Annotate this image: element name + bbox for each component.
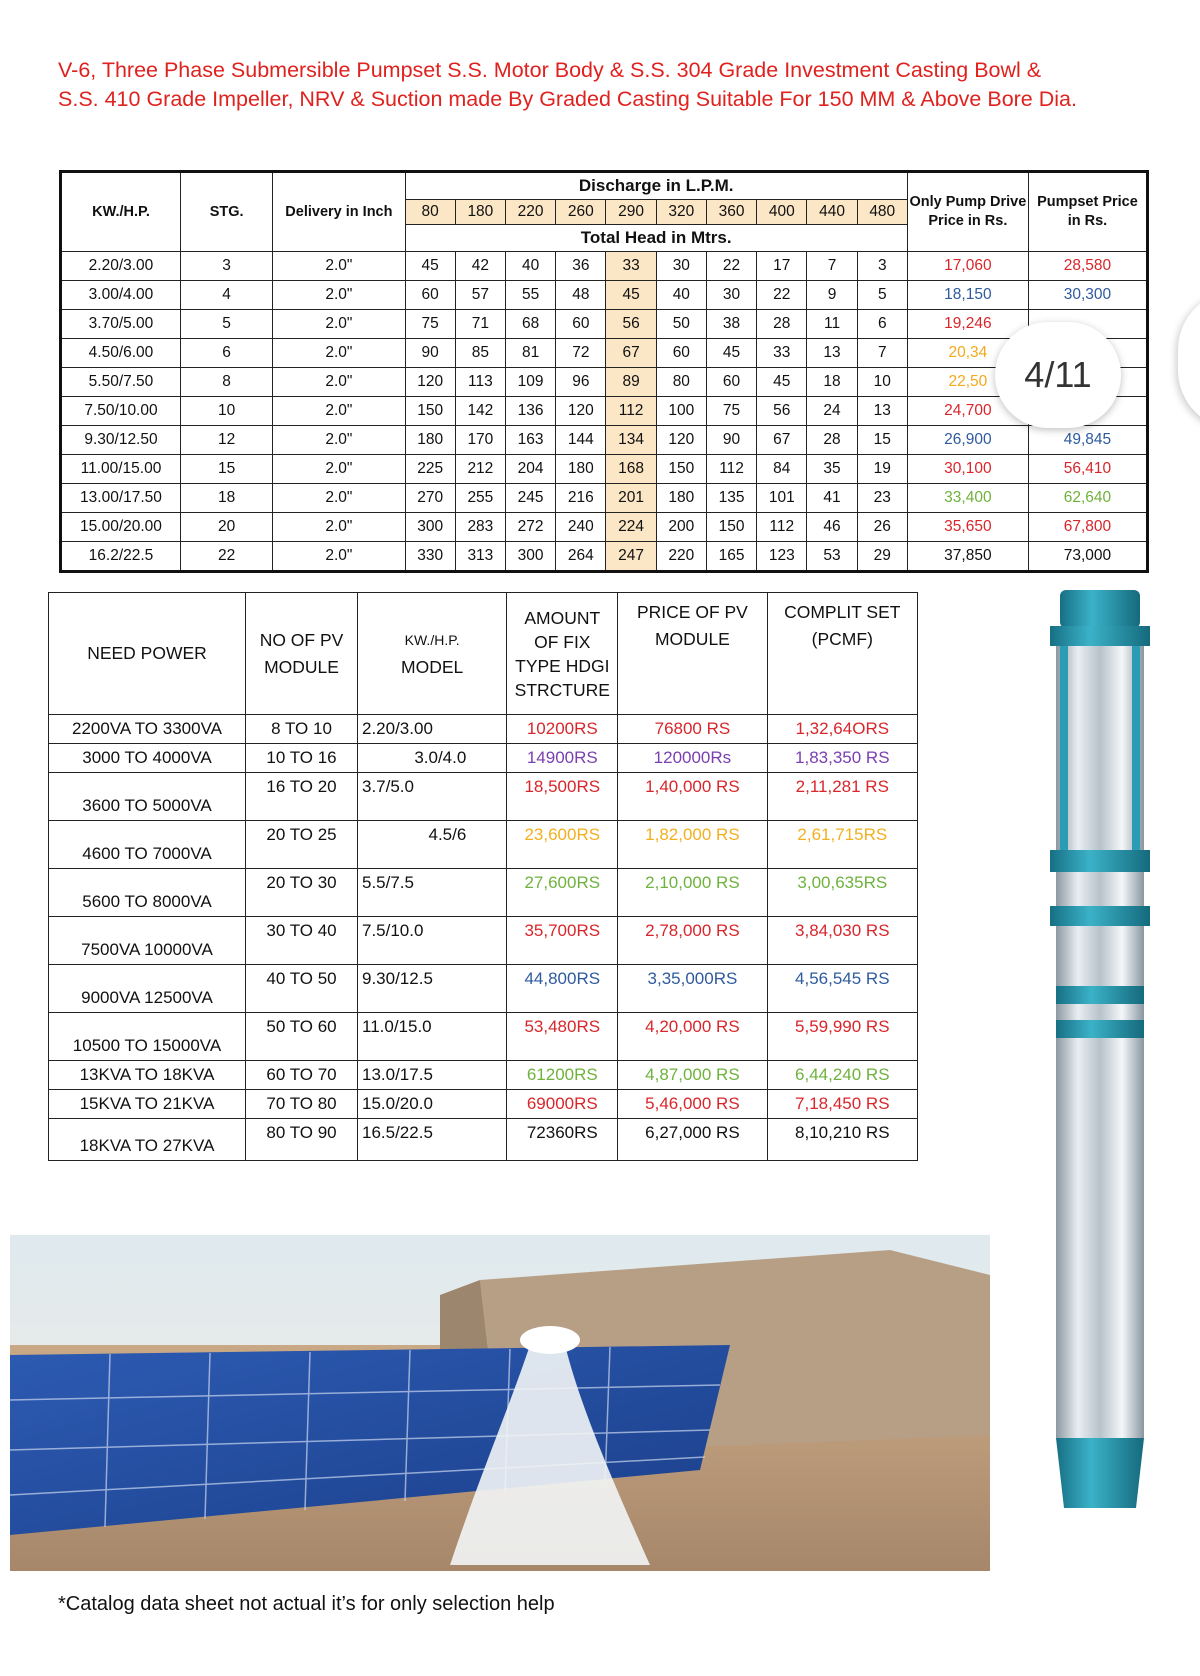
cell-kwhp: 15.00/20.00 [61,513,181,542]
cell-head: 283 [455,513,505,542]
cell-pv-modules: 40 TO 50 [246,965,358,1013]
cell-delivery: 2.0" [273,281,405,310]
cell-need-power: 13KVA TO 18KVA [49,1061,246,1090]
cell-head: 112 [606,397,656,426]
cell-head: 18 [807,368,857,397]
flow-value: 320 [656,200,706,225]
cell-head: 300 [405,513,455,542]
header-model-label: MODEL [401,656,464,677]
cell-head: 5 [857,281,907,310]
cell-head: 41 [807,484,857,513]
cell-head: 72 [556,339,606,368]
header-structure: AMOUNT OF FIX TYPE HDGI STRCTURE [507,593,618,715]
cell-structure-price: 10200RS [507,715,618,744]
cell-model: 16.5/22.5 [358,1119,507,1161]
solar-row [49,744,918,773]
cell-head: 19 [857,455,907,484]
cell-head: 300 [506,542,556,572]
solar-table-body [49,715,918,1161]
cell-stage: 6 [180,339,272,368]
cell-need-power: 4600 TO 7000VA [49,821,246,869]
cell-head: 45 [606,281,656,310]
pump-row [61,310,1148,339]
flow-value: 440 [807,200,857,225]
cell-head: 220 [656,542,706,572]
flow-value: 80 [405,200,455,225]
cell-structure-price: 18,500RS [507,773,618,821]
cell-complete-price: 3,00,635RS [767,869,917,917]
cell-head: 46 [807,513,857,542]
cell-head: 45 [405,252,455,281]
cell-model: 3.0/4.0 [358,744,507,773]
cell-head: 112 [757,513,807,542]
cell-head: 200 [656,513,706,542]
cell-head: 180 [405,426,455,455]
cell-need-power: 15KVA TO 21KVA [49,1090,246,1119]
solar-row [49,1119,918,1161]
cell-head: 85 [455,339,505,368]
cell-head: 13 [857,397,907,426]
cell-head: 100 [656,397,706,426]
flow-value: 400 [757,200,807,225]
cell-pump-price: 20,34 [907,339,1028,368]
cell-stage: 10 [180,397,272,426]
cell-stage: 3 [180,252,272,281]
cell-head: 55 [506,281,556,310]
cell-head: 330 [405,542,455,572]
cell-head: 247 [606,542,656,572]
cell-head: 109 [506,368,556,397]
cell-head: 36 [556,252,606,281]
cell-head: 45 [757,368,807,397]
cell-head: 6 [857,310,907,339]
cell-head: 165 [706,542,756,572]
cell-head: 40 [656,281,706,310]
cell-pump-price: 33,400 [907,484,1028,513]
cell-head: 113 [455,368,505,397]
solar-pump-photo [10,1235,990,1571]
cell-structure-price: 35,700RS [507,917,618,965]
cell-need-power: 5600 TO 8000VA [49,869,246,917]
flow-value: 180 [455,200,505,225]
cell-structure-price: 27,600RS [507,869,618,917]
cell-head: 180 [556,455,606,484]
pump-row [61,426,1148,455]
cell-kwhp: 4.50/6.00 [61,339,181,368]
cell-head: 168 [606,455,656,484]
pump-table-body [61,252,1148,572]
cell-pv-modules: 16 TO 20 [246,773,358,821]
cell-kwhp: 9.30/12.50 [61,426,181,455]
cell-head: 134 [606,426,656,455]
cell-set-price: 28,580 [1028,252,1147,281]
title-line-2: S.S. 410 Grade Impeller, NRV & Suction made By Graded Casting Suitable For 150 MM & Above Bore Dia. [58,87,1077,111]
header-set-price: Pumpset Price in Rs. [1028,172,1147,252]
cell-head: 15 [857,426,907,455]
cell-head: 50 [656,310,706,339]
cell-head: 101 [757,484,807,513]
cell-structure-price: 53,480RS [507,1013,618,1061]
cell-set-price: 67,800 [1028,513,1147,542]
cell-head: 120 [556,397,606,426]
cell-head: 255 [455,484,505,513]
title-line-1: V-6, Three Phase Submersible Pumpset S.S. Motor Body & S.S. 304 Grade Investment Casting Bowl & [58,58,1042,82]
cell-need-power: 10500 TO 15000VA [49,1013,246,1061]
cell-head: 30 [656,252,706,281]
header-pv-modules: NO OF PV MODULE [246,593,358,715]
cell-head: 67 [606,339,656,368]
solar-row [49,821,918,869]
cell-head: 60 [706,368,756,397]
header-total-head: Total Head in Mtrs. [405,225,907,252]
cell-head: 13 [807,339,857,368]
cell-pump-price: 37,850 [907,542,1028,572]
cell-head: 90 [706,426,756,455]
solar-row [49,1090,918,1119]
cell-pv-modules: 50 TO 60 [246,1013,358,1061]
cell-delivery: 2.0" [273,397,405,426]
cell-need-power: 18KVA TO 27KVA [49,1119,246,1161]
cell-complete-price: 2,11,281 RS [767,773,917,821]
header-stage: STG. [180,172,272,252]
cell-head: 120 [405,368,455,397]
solar-row [49,1013,918,1061]
pump-row [61,368,1148,397]
submersible-pump-image [1020,588,1180,1518]
cell-stage: 8 [180,368,272,397]
header-pump-price: Only Pump Drive Price in Rs. [907,172,1028,252]
cell-head: 60 [656,339,706,368]
cell-head: 120 [656,426,706,455]
cell-pump-price: 18,150 [907,281,1028,310]
cell-head: 45 [706,339,756,368]
cell-head: 96 [556,368,606,397]
cell-pv-price: 2,10,000 RS [618,869,767,917]
cell-head: 17 [757,252,807,281]
header-complete-set: COMPLIT SET (PCMF) [767,593,917,715]
cell-model: 4.5/6 [358,821,507,869]
pump-row [61,339,1148,368]
cell-structure-price: 72360RS [507,1119,618,1161]
cell-complete-price: 2,61,715RS [767,821,917,869]
cell-need-power: 9000VA 12500VA [49,965,246,1013]
cell-pump-price: 35,650 [907,513,1028,542]
cell-head: 245 [506,484,556,513]
cell-head: 89 [606,368,656,397]
header-need-power: NEED POWER [49,593,246,715]
cell-head: 7 [807,252,857,281]
cell-model: 15.0/20.0 [358,1090,507,1119]
cell-head: 9 [807,281,857,310]
cell-head: 75 [706,397,756,426]
cell-pv-price: 4,87,000 RS [618,1061,767,1090]
cell-pv-modules: 10 TO 16 [246,744,358,773]
cell-complete-price: 5,59,990 RS [767,1013,917,1061]
cell-pv-modules: 20 TO 25 [246,821,358,869]
cell-need-power: 7500VA 10000VA [49,917,246,965]
solar-pricing-table [48,592,918,1161]
cell-set-price: 30,300 [1028,281,1147,310]
header-delivery: Delivery in Inch [273,172,405,252]
header-kwhp: KW./H.P. [61,172,181,252]
cell-head: 28 [807,426,857,455]
cell-complete-price: 3,84,030 RS [767,917,917,965]
cell-pv-price: 1,82,000 RS [618,821,767,869]
footnote: *Catalog data sheet not actual it’s for only selection help [58,1593,555,1615]
cell-head: 3 [857,252,907,281]
cell-head: 75 [405,310,455,339]
cell-structure-price: 44,800RS [507,965,618,1013]
cell-head: 57 [455,281,505,310]
cell-delivery: 2.0" [273,542,405,572]
cell-stage: 22 [180,542,272,572]
cell-pv-modules: 80 TO 90 [246,1119,358,1161]
cell-delivery: 2.0" [273,484,405,513]
cell-pv-modules: 60 TO 70 [246,1061,358,1090]
flow-value: 480 [857,200,907,225]
cell-kwhp: 3.70/5.00 [61,310,181,339]
header-pv-price: PRICE OF PV MODULE [618,593,767,715]
solar-row [49,965,918,1013]
cell-head: 201 [606,484,656,513]
cell-complete-price: 6,44,240 RS [767,1061,917,1090]
cell-head: 68 [506,310,556,339]
cell-head: 67 [757,426,807,455]
cell-pump-price: 26,900 [907,426,1028,455]
cell-head: 60 [556,310,606,339]
flow-value: 360 [706,200,756,225]
cell-head: 42 [455,252,505,281]
cell-pv-price: 3,35,000RS [618,965,767,1013]
cell-head: 84 [757,455,807,484]
cell-model: 13.0/17.5 [358,1061,507,1090]
page-title [58,56,1158,114]
cell-pump-price: 19,246 [907,310,1028,339]
cell-set-price: 62,640 [1028,484,1147,513]
cell-complete-price: 1,32,64ORS [767,715,917,744]
cell-kwhp: 16.2/22.5 [61,542,181,572]
cell-head: 225 [405,455,455,484]
cell-head: 216 [556,484,606,513]
cell-pv-price: 1,40,000 RS [618,773,767,821]
cell-need-power: 3000 TO 4000VA [49,744,246,773]
cell-pump-price: 24,700 [907,397,1028,426]
cell-delivery: 2.0" [273,310,405,339]
solar-row [49,773,918,821]
cell-head: 163 [506,426,556,455]
solar-row [49,1061,918,1090]
cell-head: 56 [757,397,807,426]
pump-row [61,513,1148,542]
cell-complete-price: 4,56,545 RS [767,965,917,1013]
cell-model: 9.30/12.5 [358,965,507,1013]
cell-complete-price: 1,83,350 RS [767,744,917,773]
cell-pv-modules: 70 TO 80 [246,1090,358,1119]
cell-head: 136 [506,397,556,426]
cell-head: 180 [656,484,706,513]
solar-row [49,917,918,965]
cell-head: 33 [757,339,807,368]
side-panel-tab[interactable] [1178,290,1200,430]
cell-delivery: 2.0" [273,455,405,484]
cell-structure-price: 23,600RS [507,821,618,869]
cell-head: 135 [706,484,756,513]
cell-pv-modules: 8 TO 10 [246,715,358,744]
cell-head: 48 [556,281,606,310]
cell-head: 22 [706,252,756,281]
cell-model: 11.0/15.0 [358,1013,507,1061]
cell-pv-price: 5,46,000 RS [618,1090,767,1119]
cell-set-price: 49,845 [1028,426,1147,455]
cell-head: 80 [656,368,706,397]
cell-stage: 15 [180,455,272,484]
cell-set-price: 56,410 [1028,455,1147,484]
cell-head: 53 [807,542,857,572]
cell-head: 264 [556,542,606,572]
cell-need-power: 2200VA TO 3300VA [49,715,246,744]
cell-stage: 5 [180,310,272,339]
pump-row [61,484,1148,513]
cell-head: 270 [405,484,455,513]
cell-pv-modules: 30 TO 40 [246,917,358,965]
cell-model: 3.7/5.0 [358,773,507,821]
cell-kwhp: 11.00/15.00 [61,455,181,484]
cell-head: 170 [455,426,505,455]
cell-pv-modules: 20 TO 30 [246,869,358,917]
cell-set-price: 73,000 [1028,542,1147,572]
cell-head: 123 [757,542,807,572]
cell-pv-price: 120000Rs [618,744,767,773]
cell-delivery: 2.0" [273,339,405,368]
cell-pump-price: 17,060 [907,252,1028,281]
cell-head: 90 [405,339,455,368]
cell-delivery: 2.0" [273,368,405,397]
cell-kwhp: 3.00/4.00 [61,281,181,310]
cell-head: 24 [807,397,857,426]
cell-head: 81 [506,339,556,368]
cell-head: 56 [606,310,656,339]
cell-head: 11 [807,310,857,339]
cell-delivery: 2.0" [273,252,405,281]
pump-performance-table [59,170,1149,573]
page-indicator: 4/11 [995,322,1121,428]
pump-row [61,542,1148,572]
cell-need-power: 3600 TO 5000VA [49,773,246,821]
cell-complete-price: 8,10,210 RS [767,1119,917,1161]
cell-head: 28 [757,310,807,339]
cell-delivery: 2.0" [273,513,405,542]
cell-pump-price: 22,50 [907,368,1028,397]
cell-head: 26 [857,513,907,542]
cell-pv-price: 2,78,000 RS [618,917,767,965]
cell-model: 5.5/7.5 [358,869,507,917]
flow-value: 290 [606,200,656,225]
cell-stage: 4 [180,281,272,310]
cell-pump-price: 30,100 [907,455,1028,484]
cell-head: 212 [455,455,505,484]
cell-pv-price: 4,20,000 RS [618,1013,767,1061]
cell-head: 313 [455,542,505,572]
cell-head: 33 [606,252,656,281]
cell-head: 35 [807,455,857,484]
cell-pv-price: 6,27,000 RS [618,1119,767,1161]
cell-head: 10 [857,368,907,397]
cell-stage: 12 [180,426,272,455]
cell-head: 142 [455,397,505,426]
cell-head: 272 [506,513,556,542]
cell-stage: 18 [180,484,272,513]
pump-row [61,397,1148,426]
pump-row [61,281,1148,310]
cell-head: 150 [656,455,706,484]
cell-pv-price: 76800 RS [618,715,767,744]
cell-structure-price: 61200RS [507,1061,618,1090]
cell-head: 150 [405,397,455,426]
cell-head: 38 [706,310,756,339]
cell-kwhp: 5.50/7.50 [61,368,181,397]
flow-value: 260 [556,200,606,225]
header-model [358,593,507,715]
cell-head: 29 [857,542,907,572]
cell-structure-price: 69000RS [507,1090,618,1119]
cell-head: 240 [556,513,606,542]
cell-head: 30 [706,281,756,310]
header-discharge: Discharge in L.P.M. [405,172,907,200]
solar-row [49,715,918,744]
flow-value: 220 [506,200,556,225]
cell-head: 40 [506,252,556,281]
cell-head: 71 [455,310,505,339]
header-model-unit: KW./H.P. [404,631,460,648]
cell-kwhp: 7.50/10.00 [61,397,181,426]
cell-model: 7.5/10.0 [358,917,507,965]
cell-model: 2.20/3.00 [358,715,507,744]
pump-row [61,252,1148,281]
cell-head: 22 [757,281,807,310]
cell-head: 60 [405,281,455,310]
cell-kwhp: 13.00/17.50 [61,484,181,513]
cell-head: 150 [706,513,756,542]
solar-row [49,869,918,917]
cell-head: 144 [556,426,606,455]
cell-head: 112 [706,455,756,484]
cell-kwhp: 2.20/3.00 [61,252,181,281]
cell-complete-price: 7,18,450 RS [767,1090,917,1119]
cell-head: 7 [857,339,907,368]
cell-head: 224 [606,513,656,542]
cell-structure-price: 14900RS [507,744,618,773]
cell-head: 204 [506,455,556,484]
cell-delivery: 2.0" [273,426,405,455]
pump-row [61,455,1148,484]
cell-head: 23 [857,484,907,513]
cell-stage: 20 [180,513,272,542]
